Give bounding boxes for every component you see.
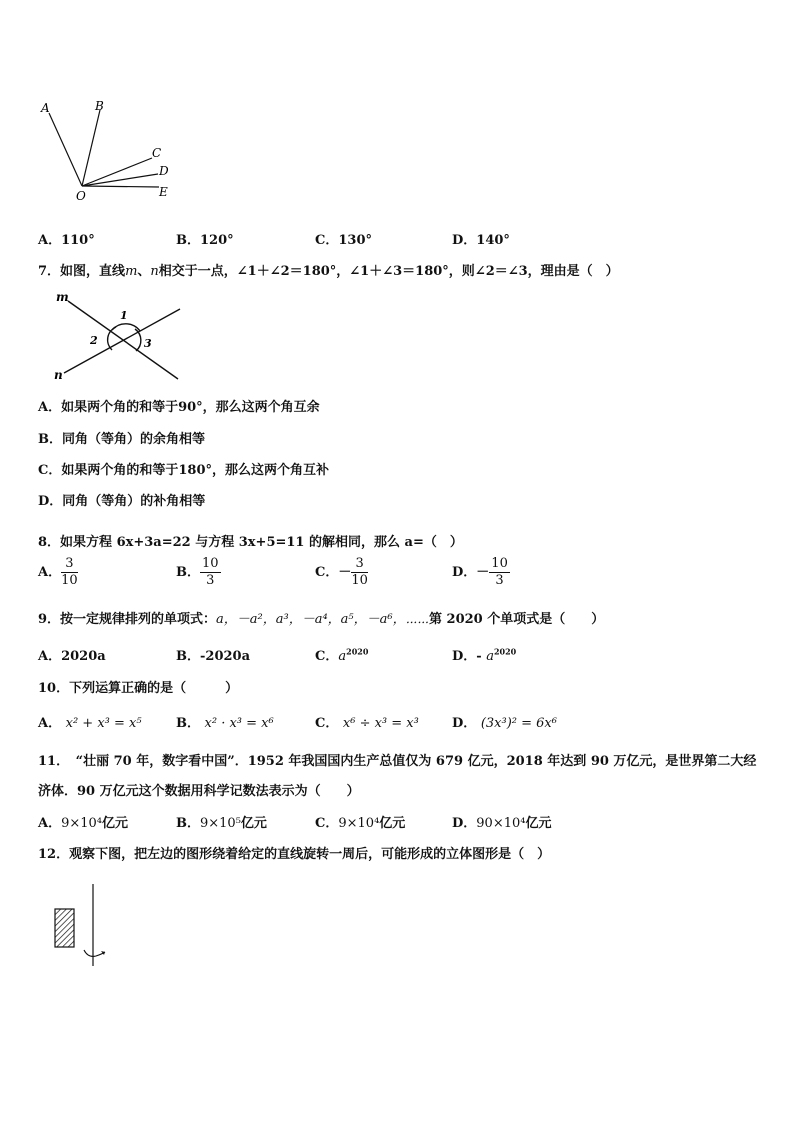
q11-option-c[interactable]: C．9×10⁴亿元 [315, 816, 406, 831]
q10-option-c[interactable]: C． x⁶ ÷ x³ = x³ [315, 716, 419, 731]
rotation-arrow-icon [84, 950, 105, 956]
q9-option-a[interactable]: A．2020a [38, 649, 106, 664]
q11-option-a[interactable]: A．9×10⁴亿元 [38, 816, 129, 831]
q7-option-a[interactable]: A．如果两个角的和等于90°，那么这两个角互余 [38, 400, 320, 415]
fraction: $\frac{3}{10}$ [351, 556, 368, 588]
q8-option-d[interactable]: D．－ $\frac{10}{3}$ [452, 556, 508, 588]
q7-option-d[interactable]: D．同角（等角）的补角相等 [38, 494, 206, 509]
q9-stem: 9．按一定规律排列的单项式：a，－a²，a³，－a⁴，a⁵，－a⁶，⋯⋯第 2020 个单项式是（ ） [38, 612, 605, 627]
q12-stem: 12．观察下图，把左边的图形绕着给定的直线旋转一周后，可能形成的立体图形是（ ） [38, 847, 551, 862]
ray-oe [82, 186, 159, 187]
intersecting-lines-figure-q7 [50, 285, 190, 385]
fraction: $\frac{10}{3}$ [491, 556, 508, 588]
q9-option-d[interactable]: D．- $a^{2020}$ [452, 646, 517, 664]
rotation-figure-q12 [44, 880, 124, 970]
q6-option-a[interactable]: A．110° [38, 233, 95, 248]
label-c: C [152, 146, 162, 160]
label-d: D [159, 164, 169, 178]
q11-stem-line1: 11． “壮丽 70 年，数字看中国”．1952 年我国国内生产总值仅为 679 亿元，2018 年达到 90 万亿元，是世界第二大经 [38, 754, 757, 769]
q6-option-b[interactable]: B．120° [176, 233, 234, 248]
q7-option-c[interactable]: C．如果两个角的和等于180°，那么这两个角互补 [38, 463, 329, 478]
label-angle-3: 3 [144, 337, 152, 350]
q10-stem: 10．下列运算正确的是（ ） [38, 681, 239, 696]
q11-option-d[interactable]: D．90×10⁴亿元 [452, 816, 552, 831]
q7-option-b[interactable]: B．同角（等角）的余角相等 [38, 432, 206, 447]
ray-od [82, 174, 158, 186]
label-o: O [76, 189, 86, 203]
q9-option-c[interactable]: C．$a^{2020}$ [315, 646, 369, 664]
arc-angle-3 [135, 329, 141, 351]
q10-option-a[interactable]: A． x² + x³ = x⁵ [38, 716, 142, 731]
q8-option-a[interactable]: A． $\frac{3}{10}$ [38, 556, 78, 588]
q8-option-b[interactable]: B． $\frac{10}{3}$ [176, 556, 219, 588]
q9-option-b[interactable]: B．-2020a [176, 649, 251, 664]
q8-stem: 8．如果方程 6x+3a=22 与方程 3x+5=11 的解相同，那么 a=（ ） [38, 535, 463, 550]
label-b: B [95, 99, 104, 113]
ray-oc [82, 158, 152, 186]
q6-option-c[interactable]: C．130° [315, 233, 372, 248]
q7-stem: 7．如图，直线m、n相交于一点，∠1＋∠2＝180°，∠1＋∠3＝180°，则∠2＝∠3，理由是（ ） [38, 264, 619, 279]
label-n: n [54, 368, 63, 382]
fraction: $\frac{3}{10}$ [61, 556, 78, 588]
label-a: A [41, 101, 50, 115]
hatched-rectangle [55, 909, 74, 947]
q10-option-d[interactable]: D． (3x³)² = 6x⁶ [452, 716, 557, 731]
q6-option-d[interactable]: D．140° [452, 233, 510, 248]
label-e: E [159, 185, 168, 199]
ray-ob [82, 110, 100, 186]
label-angle-2: 2 [90, 334, 98, 347]
ray-oa [49, 113, 82, 186]
fraction: $\frac{10}{3}$ [202, 556, 219, 588]
label-angle-1: 1 [120, 309, 128, 322]
label-m: m [56, 290, 69, 304]
q8-option-c[interactable]: C．－ $\frac{3}{10}$ [315, 556, 368, 588]
q10-option-b[interactable]: B． x² · x³ = x⁶ [176, 716, 274, 731]
q11-option-b[interactable]: B．9×10⁵亿元 [176, 816, 267, 831]
q11-stem-line2: 济体．90 万亿元这个数据用科学记数法表示为（ ） [38, 784, 360, 799]
angle-figure-q6 [36, 96, 186, 206]
